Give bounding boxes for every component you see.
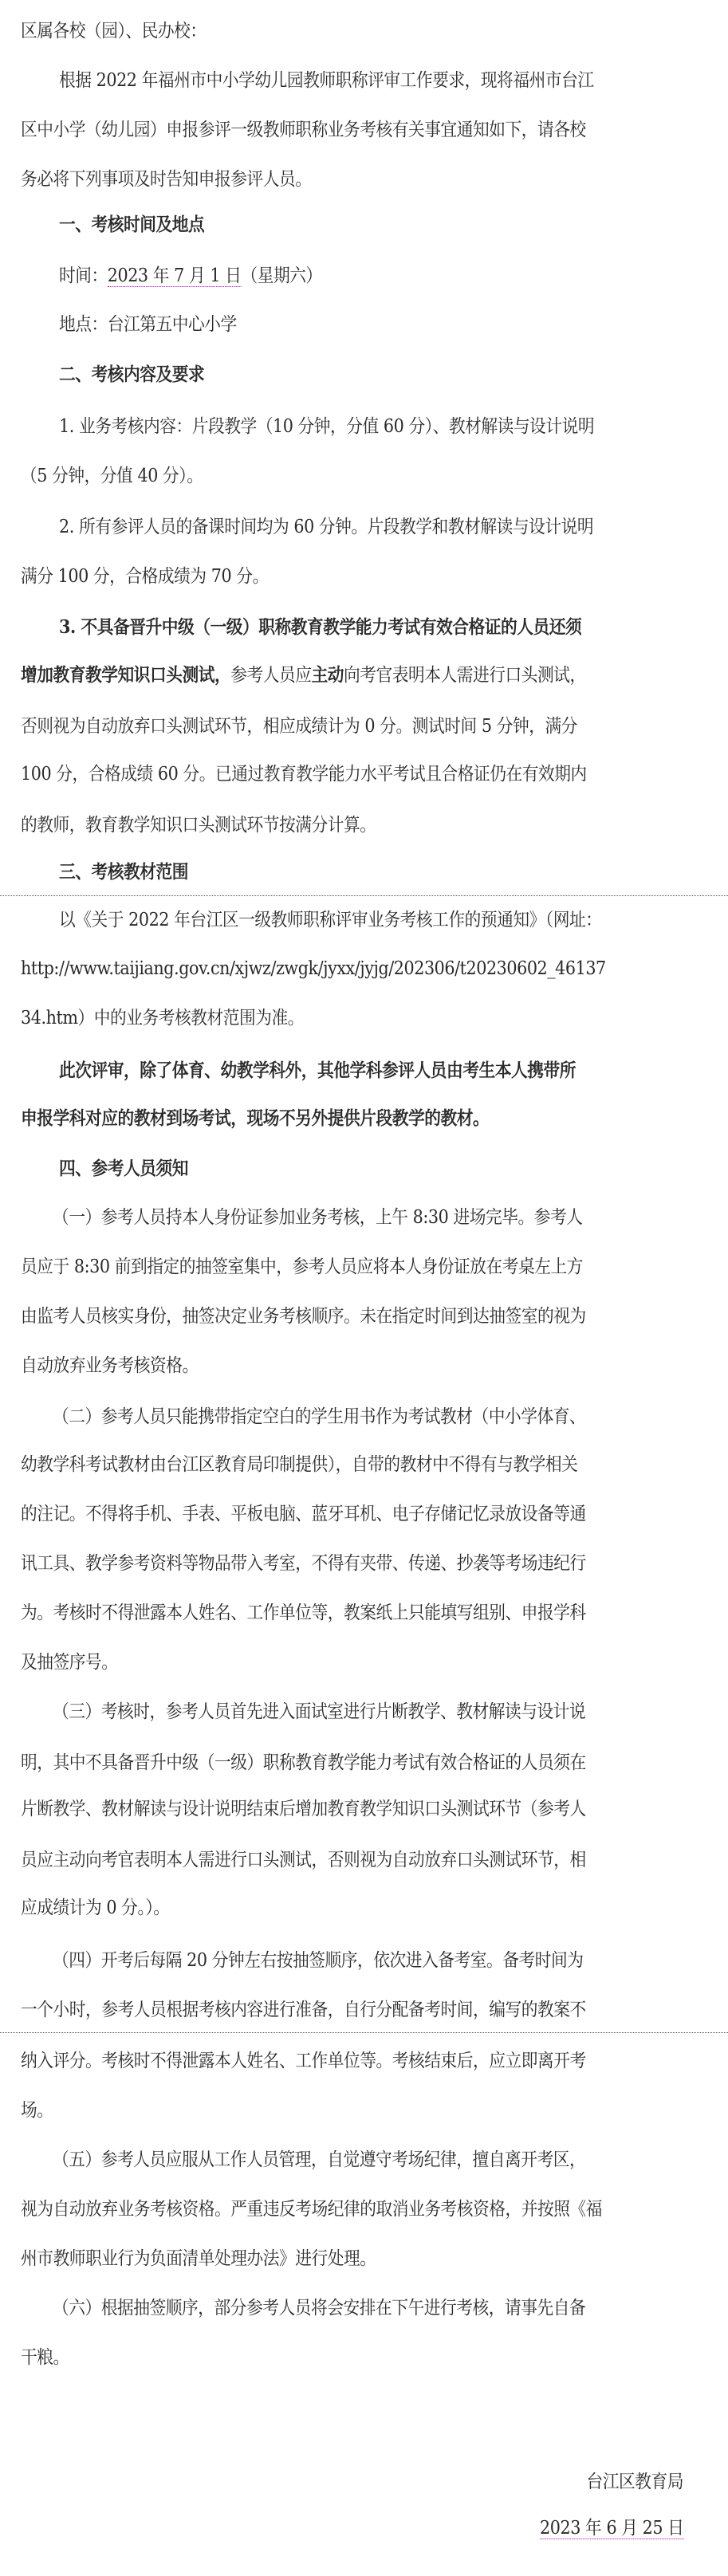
- exam-place: 地点：台江第五中心小学: [59, 314, 237, 335]
- reference-line: 以《关于 2022 年台江区一级教师职称评审业务考核工作的预通知》（网址：: [59, 910, 602, 930]
- text: 参考人员应: [230, 665, 312, 686]
- notice-item-line: 及抽签序号。: [21, 1652, 118, 1673]
- notice-item-line: （二）参考人员只能携带指定空白的学生用书作为考试教材（中小学体育、: [53, 1406, 586, 1427]
- section-heading-4: 四、参考人员须知: [59, 1158, 188, 1179]
- notice-item-line: 视为自动放弃业务考核资格。严重违反考场纪律的取消业务考核资格，并按照《福: [21, 2199, 602, 2220]
- exam-date: 2023 年 7 月 1 日: [107, 265, 242, 286]
- notice-item-line: 幼教学科考试教材由台江区教育局印制提供），自带的教材中不得有与教学相关: [21, 1454, 578, 1475]
- notice-item-line: （一）参考人员持本人身份证参加业务考核，上午 8:30 进场完毕。参考人: [53, 1207, 583, 1228]
- bold-text: 增加教育教学知识口头测试，: [21, 664, 231, 686]
- bold-text: 主动: [311, 664, 344, 686]
- intro-line: 根据 2022 年福州市中小学幼儿园教师职称评审工作要求，现将福州市台江: [59, 70, 594, 91]
- requirement-line: 否则视为自动放弃口头测试环节，相应成绩计为 0 分。测试时间 5 分钟，满分: [21, 716, 577, 737]
- page-separator: [0, 2032, 728, 2033]
- notice-item-line: 的注记。不得将手机、手表、平板电脑、蓝牙耳机、电子存储记忆录放设备等通: [21, 1504, 586, 1524]
- notice-item-line: 自动放弃业务考核资格。: [21, 1355, 199, 1376]
- note-line-bold: 申报学科对应的教材到场考试，现场不另外提供片段教学的教材。: [21, 1107, 490, 1129]
- intro-line: 区中小学（幼儿园）申报参评一级教师职称业务考核有关事宜通知如下，请各校: [21, 120, 586, 140]
- requirement-line-bold: 3. 不具备晋升中级（一级）职称教育教学能力考试有效合格证的人员还须: [59, 616, 582, 638]
- requirement-line: 1. 业务考核内容：片段教学（10 分钟，分值 60 分）、教材解读与设计说明: [59, 416, 595, 437]
- section-heading-1: 一、考核时间及地点: [59, 214, 205, 235]
- note-line-bold: 此次评审，除了体育、幼教学科外，其他学科参评人员由考生本人携带所: [59, 1060, 576, 1081]
- notice-item-line: 场。: [21, 2100, 53, 2121]
- issue-date-text: 2023 年 6 月 25 日: [539, 2518, 683, 2539]
- notice-item-line: 由监考人员核实身份，抽签决定业务考核顺序。未在指定时间到达抽签室的视为: [21, 1306, 586, 1327]
- text: 向考官表明本人需进行口头测试，: [344, 665, 586, 686]
- requirement-line: 100 分，合格成绩 60 分。已通过教育教学能力水平考试且合格证仍在有效期内: [21, 764, 587, 785]
- exam-time: [59, 264, 322, 288]
- requirement-line: 的教师，教育教学知识口头测试环节按满分计算。: [21, 815, 376, 836]
- notice-item-line: 州市教师职业行为负面清单处理办法》进行处理。: [21, 2248, 376, 2269]
- section-heading-3: 三、考核教材范围: [59, 861, 188, 883]
- issuer: 台江区教育局: [586, 2472, 683, 2492]
- notice-item-line: 员应于 8:30 前到指定的抽签室集中，参考人员应将本人身份证放在考桌左上方: [21, 1257, 583, 1277]
- notice-item-line: 纳入评分。考核时不得泄露本人姓名、工作单位等。考核结束后，应立即离开考: [21, 2051, 586, 2071]
- intro-line: 务必将下列事项及时告知申报参评人员。: [21, 169, 312, 190]
- requirement-line: 满分 100 分，合格成绩为 70 分。: [21, 566, 269, 587]
- reference-line: 34.htm）中的业务考核教材范围为准。: [21, 1008, 305, 1028]
- notice-item-line: 片断教学、教材解读与设计说明结束后增加教育教学知识口头测试环节（参考人: [21, 1799, 586, 1819]
- notice-item-line: 一个小时，参考人员根据考核内容进行准备，自行分配备考时间，编写的教案不: [21, 2000, 586, 2020]
- exam-time-label: 时间：: [59, 265, 108, 286]
- notice-item-line: 明，其中不具备晋升中级（一级）职称教育教学能力考试有效合格证的人员须在: [21, 1752, 586, 1773]
- page-separator: [0, 895, 728, 896]
- reference-url: http://www.taijiang.gov.cn/xjwz/zwgk/jyxx/jyjg/202306/t20230602_46137: [21, 958, 606, 979]
- issue-date: [540, 2516, 683, 2540]
- requirement-line: 2. 所有参评人员的备课时间均为 60 分钟。片段教学和教材解读与设计说明: [59, 517, 594, 537]
- notice-item-line: （五）参考人员应服从工作人员管理，自觉遵守考场纪律，擅自离开考区，: [53, 2149, 586, 2170]
- notice-item-line: 讯工具、教学参考资料等物品带入考室，不得有夹带、传递、抄袭等考场违纪行: [21, 1553, 586, 1574]
- requirement-line: （5 分钟，分值 40 分）。: [21, 466, 203, 486]
- notice-item-line: （三）考核时，参考人员首先进入面试室进行片断教学、教材解读与设计说: [53, 1701, 586, 1722]
- salutation: 区属各校（园）、民办校：: [21, 21, 207, 41]
- notice-item-line: 干粮。: [21, 2347, 69, 2368]
- notice-item-line: 应成绩计为 0 分。）。: [21, 1898, 170, 1918]
- notice-item-line: （四）开考后每隔 20 分钟左右按抽签顺序，依次进入备考室。备考时间为: [53, 1950, 584, 1971]
- notice-item-line: 为。考核时不得泄露本人姓名、工作单位等，教案纸上只能填写组别、申报学科: [21, 1603, 586, 1623]
- notice-item-line: 员应主动向考官表明本人需进行口头测试，否则视为自动放弃口头测试环节，相: [21, 1850, 586, 1870]
- section-heading-2: 二、考核内容及要求: [59, 364, 205, 385]
- notice-item-line: （六）根据抽签顺序，部分参考人员将会安排在下午进行考核，请事先自备: [53, 2298, 586, 2318]
- exam-weekday: （星期六）: [241, 265, 322, 286]
- requirement-line-mixed: [21, 663, 586, 687]
